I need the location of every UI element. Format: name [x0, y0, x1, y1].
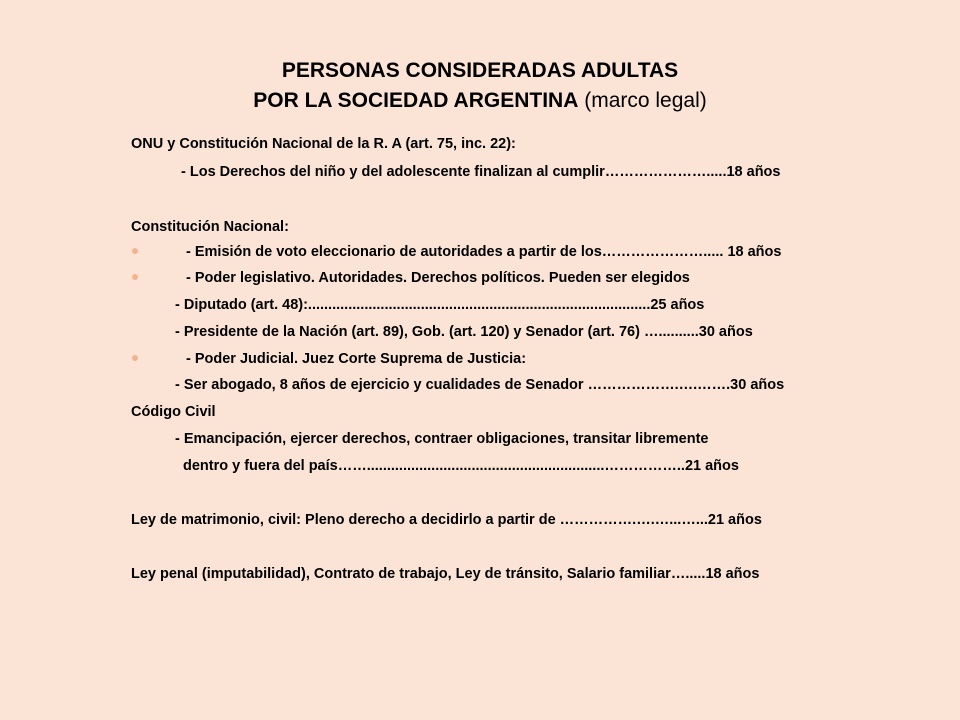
bullet-icon [132, 355, 138, 361]
text-line-presidente: - Presidente de la Nación (art. 89), Gob. (art. 120) y Senador (art. 76) …..........30 años [175, 324, 753, 340]
text-line-poder-judicial: - Poder Judicial. Juez Corte Suprema de Justicia: [186, 351, 527, 367]
text-line-derechos-nino: - Los Derechos del niño y del adolescente finalizan al cumplir………………….....18 años [181, 164, 781, 180]
title-line-2 [0, 86, 960, 116]
text-line-ley-penal: Ley penal (imputabilidad), Contrato de trabajo, Ley de tránsito, Salario familiar….....18 años [131, 566, 760, 582]
text-line-diputado: - Diputado (art. 48):.....................................................................................25 años [175, 297, 705, 313]
text-line-codigo-civil: Código Civil [131, 404, 216, 420]
title-line-2-normal: (marco legal) [584, 89, 707, 112]
text-line-poder-legislativo: - Poder legislativo. Autoridades. Derechos políticos. Pueden ser elegidos [186, 270, 690, 286]
text-line-onu: ONU y Constitución Nacional de la R. A (art. 75, inc. 22): [131, 136, 516, 152]
text-line-constitucion: Constitución Nacional: [131, 219, 289, 235]
title-line-1: PERSONAS CONSIDERADAS ADULTAS [281, 59, 679, 82]
bullet-icon [132, 248, 138, 254]
text-line-voto: - Emisión de voto eleccionario de autoridades a partir de los…………………..... 18 años [186, 244, 782, 260]
text-line-dentro-fuera: dentro y fuera del país……...........................................................……………..21 años [183, 458, 739, 474]
text-line-matrimonio: Ley de matrimonio, civil: Pleno derecho a decidirlo a partir de …………….….…...…...21 años [131, 512, 762, 528]
slide-title [0, 56, 960, 116]
bullet-icon [132, 274, 138, 280]
text-line-abogado: - Ser abogado, 8 años de ejercicio y cualidades de Senador ……………….….…….30 años [175, 377, 785, 393]
title-line-2-bold: POR LA SOCIEDAD ARGENTINA [253, 89, 579, 112]
text-line-emancipacion: - Emancipación, ejercer derechos, contraer obligaciones, transitar libremente [175, 431, 709, 447]
